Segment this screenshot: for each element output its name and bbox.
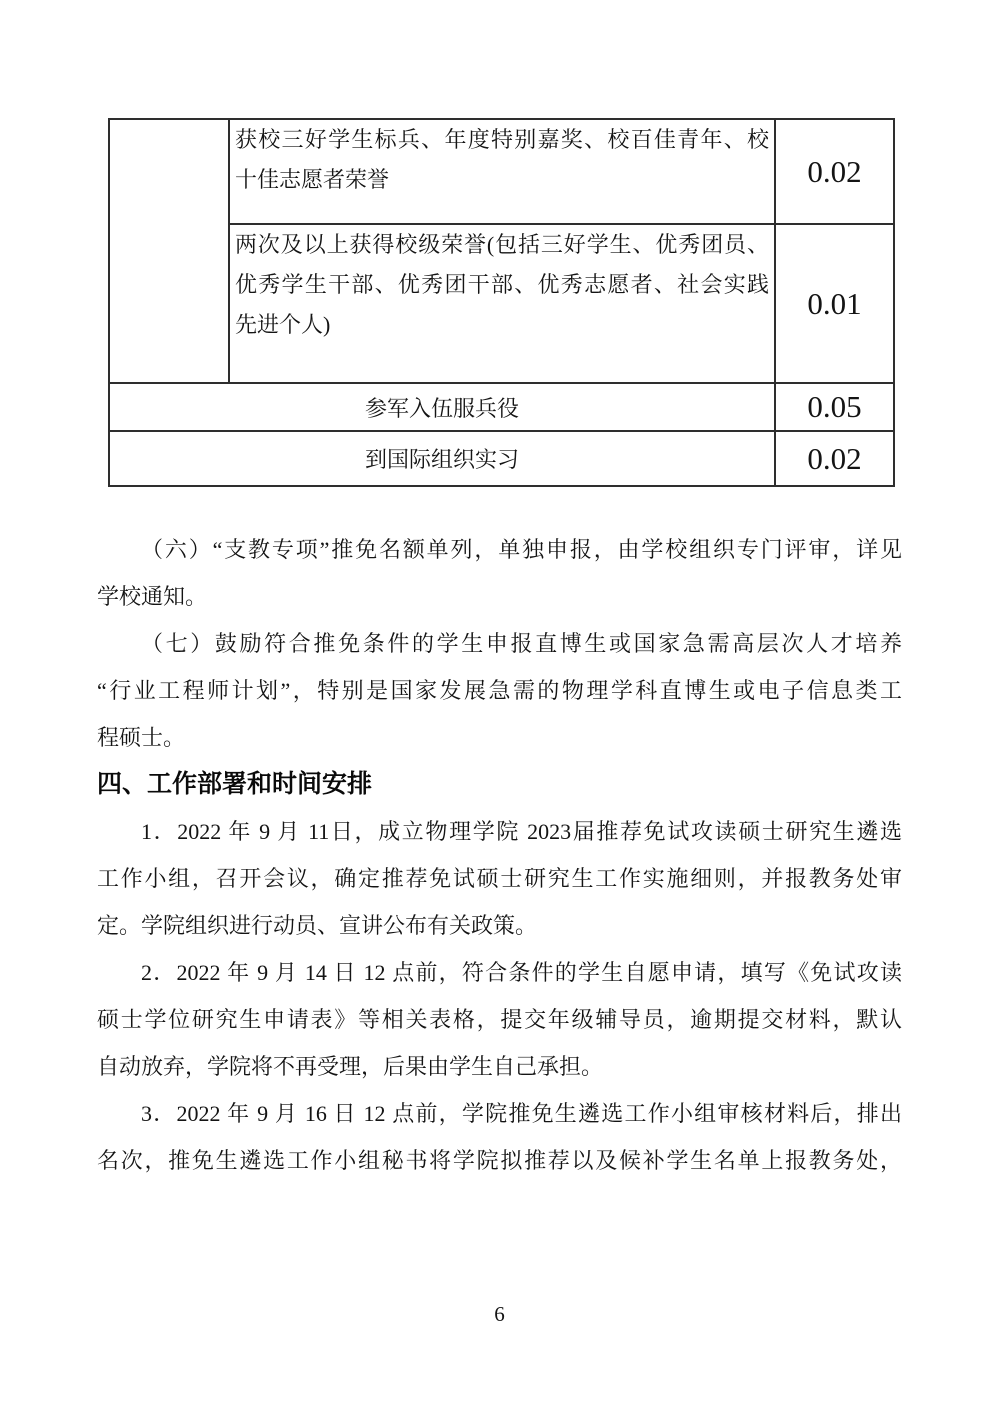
category-cell-merged: 参军入伍服兵役 [109,383,775,431]
category-line: 获校三好学生标兵、年度特别嘉奖、校百佳青年、校 [235,127,769,152]
score-cell: 0.02 [775,119,894,224]
category-line: 先进个人) [235,312,331,337]
paragraph-line: 3．2022 年 9 月 16 日 12 点前，学院推免生遴选工作小组审核材料后，排出 [141,1101,902,1126]
paragraph-step3 [97,1090,902,1184]
table-row [109,119,894,224]
paragraph-line: 2．2022 年 9 月 14 日 12 点前，符合条件的学生自愿申请，填写《免试攻读 [141,960,902,985]
paragraph-item7 [97,620,902,761]
paragraph-step2 [97,949,902,1090]
paragraph-line: 硕士学位研究生申请表》等相关表格，提交年级辅导员，逾期提交材料，默认 [97,1007,902,1032]
paragraph-line: “行业工程师计划”，特别是国家发展急需的物理学科直博生或电子信息类工 [97,678,902,703]
category-cell [229,119,775,224]
paragraph-item6 [97,526,902,620]
score-cell: 0.01 [775,224,894,383]
paragraph-step1 [97,808,902,949]
table-row [109,431,894,486]
table-row [109,383,894,431]
page-number: 6 [494,1302,505,1326]
paragraph-line: 1．2022 年 9 月 11日，成立物理学院 2023届推荐免试攻读硕士研究生遴选 [141,819,902,844]
category-cell [229,224,775,383]
paragraph-line: （六）“支教专项”推免名额单列，单独申报，由学校组织专门评审，详见 [141,537,902,562]
paragraph-line: 自动放弃，学院将不再受理，后果由学生自己承担。 [97,1054,604,1079]
score-table [108,118,895,487]
paragraph-line: （七）鼓励符合推免条件的学生申报直博生或国家急需高层次人才培养 [141,631,902,656]
table-empty-cell [109,119,229,383]
paragraph-line: 名次，推免生遴选工作小组秘书将学院拟推荐以及候补学生名单上报教务处， [97,1148,902,1173]
paragraph-line: 程硕士。 [97,725,186,750]
paragraph-line: 学校通知。 [97,584,208,609]
score-cell: 0.02 [775,431,894,486]
category-line: 两次及以上获得校级荣誉(包括三好学生、优秀团员、 [235,232,769,257]
paragraph-line: 定。学院组织进行动员、宣讲公布有关政策。 [97,913,538,938]
score-cell: 0.05 [775,383,894,431]
section-heading: 四、工作部署和时间安排 [97,770,373,798]
category-cell-merged: 到国际组织实习 [109,431,775,486]
paragraph-line: 工作小组，召开会议，确定推荐免试硕士研究生工作实施细则，并报教务处审 [97,866,902,891]
body-text [97,526,902,1184]
category-line: 十佳志愿者荣誉 [235,167,390,192]
category-line: 优秀学生干部、优秀团干部、优秀志愿者、社会实践 [235,272,769,297]
